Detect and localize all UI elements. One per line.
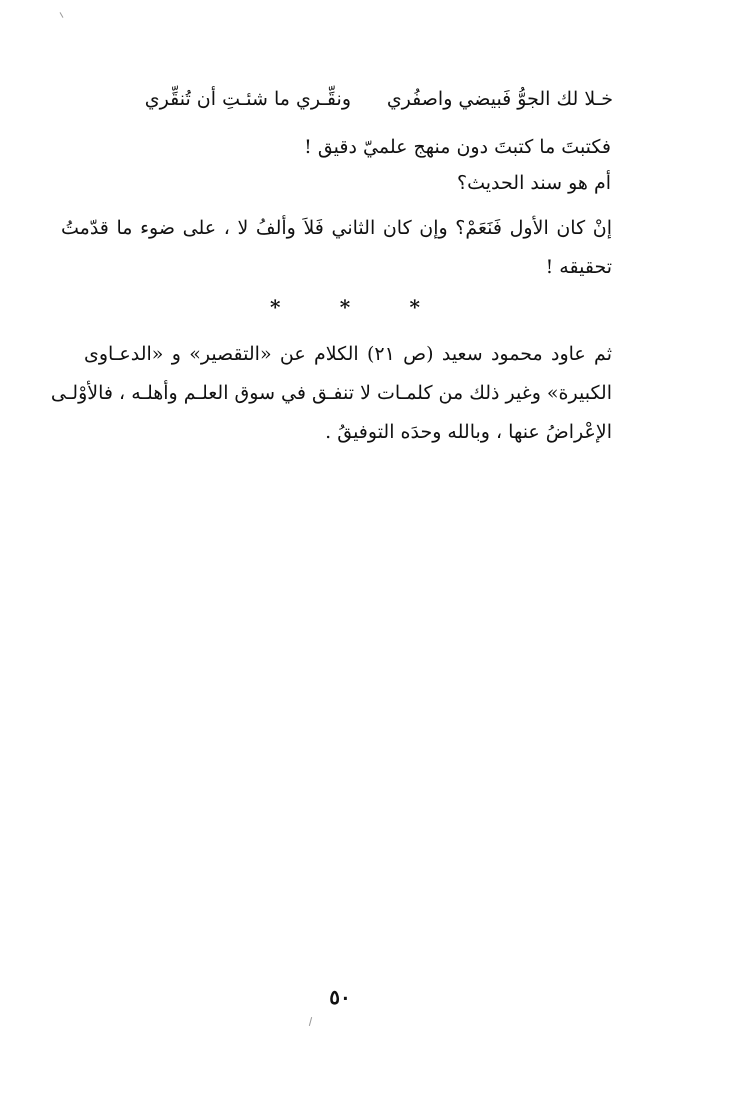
text-line-3: إنْ كان الأول فَنَعَمْ؟ وإن كان الثاني فَلاَ وألفُ لا ، على ضوء ما قدّمتُ bbox=[61, 217, 612, 239]
paragraph-line-3: الإعْراضُ عنها ، وبالله وحدَه التوفيقُ . bbox=[325, 421, 612, 443]
section-separator bbox=[270, 294, 420, 320]
verse-second-hemistich: ونقِّـري ما شئـتِ أن تُنقِّري bbox=[144, 88, 351, 110]
scan-speck bbox=[309, 1017, 312, 1026]
text-line-2: أم هو سند الحديث؟ bbox=[457, 172, 611, 194]
separator-star-icon: * bbox=[409, 295, 420, 319]
separator-star-icon: * bbox=[270, 295, 281, 319]
verse-first-hemistich: خـلا لك الجوُّ فَبيضي واصفُري bbox=[386, 88, 613, 110]
text-line-1: فكتبتَ ما كتبتَ دون منهج علميّ دقيق ! bbox=[304, 136, 611, 158]
separator-star-icon: * bbox=[339, 295, 351, 319]
paragraph-line-2: الكبيرة» وغير ذلك من كلمـات لا تنفـق في سوق العلـم وأهلـه ، فالأوْلـى bbox=[50, 382, 612, 404]
scan-speck bbox=[60, 12, 64, 18]
text-line-4: تحقيقه ! bbox=[545, 256, 612, 278]
paragraph-line-1: ثم عاود محمود سعيد (ص ٢١) الكلام عن «التقصير» و «الدعـاوى bbox=[84, 343, 612, 365]
page-number: ٥٠ bbox=[329, 985, 351, 1009]
